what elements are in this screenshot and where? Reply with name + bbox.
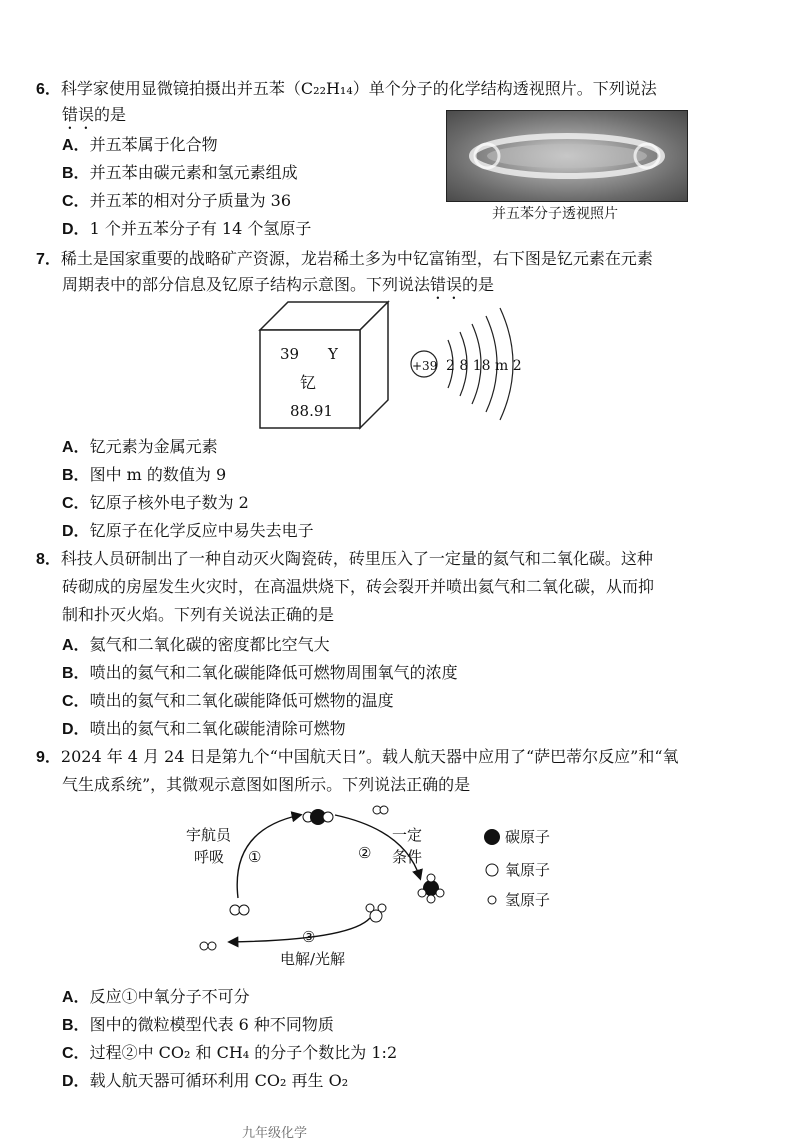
q6-stem-line1: 6．科学家使用显微镜拍摄出并五苯（C₂₂H₁₄）单个分子的化学结构透视照片。下列说法 [36, 79, 657, 98]
q8-stem-line2: 砖砌成的房屋发生火灾时，在高温烘烧下，砖会裂开并喷出氦气和二氧化碳，从而抑 [62, 577, 655, 596]
q8-option-a[interactable]: A．氦气和二氧化碳的密度都比空气大 [62, 635, 330, 654]
q6-option-a[interactable]: A．并五苯属于化合物 [62, 135, 218, 154]
q7-option-b[interactable]: B．图中 m 的数值为 9 [62, 465, 227, 484]
q6-option-c[interactable]: C．并五苯的相对分子质量为 36 [62, 191, 292, 210]
legend-oxygen: 氧原子 [505, 861, 551, 879]
q7-stem-line1: 7．稀土是国家重要的战略矿产资源，龙岩稀土多为中钇富铕型，右下图是钇元素在元素 [36, 249, 653, 268]
q9-stem-line1: 9．2024 年 4 月 24 日是第九个“中国航天日”。载人航天器中应用了“萨巴蒂尔反应”和“氧 [36, 747, 679, 766]
atom-shells: 2 8 18 m 2 [446, 358, 522, 374]
label-breath: 呼吸 [194, 848, 225, 866]
element-name: 钇 [300, 373, 317, 392]
q9-option-a[interactable]: A．反应①中氧分子不可分 [62, 987, 250, 1006]
q8-option-c[interactable]: C．喷出的氦气和二氧化碳能降低可燃物的温度 [62, 691, 394, 710]
q8-option-d[interactable]: D．喷出的氦气和二氧化碳能清除可燃物 [62, 719, 346, 738]
q9-stem-line2: 气生成系统”，其微观示意图如图所示。下列说法正确的是 [62, 775, 471, 794]
atom-nucleus: +39 [412, 359, 438, 373]
page-footer: 九年级化学 [242, 1126, 308, 1141]
q9-option-c[interactable]: C．过程②中 CO₂ 和 CH₄ 的分子个数比为 1:2 [62, 1043, 398, 1062]
q6-stem-line2: 错误的是 [62, 105, 127, 124]
co2-molecule [303, 809, 333, 825]
ch4-molecule [418, 874, 444, 903]
h2-molecule-top [373, 806, 388, 814]
o2-molecule-left [230, 905, 249, 915]
label-electrolysis: 电解/光解 [280, 950, 346, 968]
q7-option-d[interactable]: D．钇原子在化学反应中易失去电子 [62, 521, 314, 540]
legend-hydrogen-icon [488, 896, 496, 904]
element-number: 39 [280, 345, 300, 363]
step-3: ③ [302, 928, 316, 946]
legend-oxygen-icon [486, 864, 498, 876]
q6-option-d[interactable]: D．1 个并五苯分子有 14 个氢原子 [62, 219, 312, 238]
o2-molecule-bottom [200, 942, 216, 950]
label-astronaut: 宇航员 [186, 826, 232, 844]
step-1: ① [248, 848, 262, 866]
q6-number: 6． [36, 81, 61, 98]
q9-option-d[interactable]: D．载人航天器可循环利用 CO₂ 再生 O₂ [62, 1071, 349, 1090]
photo-caption: 并五苯分子透视照片 [492, 206, 618, 222]
q6-option-b[interactable]: B．并五苯由碳元素和氢元素组成 [62, 163, 298, 182]
q7-option-c[interactable]: C．钇原子核外电子数为 2 [62, 493, 249, 512]
condition-1: 一定 [392, 826, 423, 844]
legend-hydrogen: 氢原子 [505, 891, 551, 909]
q9-option-b[interactable]: B．图中的微粒模型代表 6 种不同物质 [62, 1015, 334, 1034]
element-symbol: Y [328, 345, 338, 363]
q8-option-b[interactable]: B．喷出的氦气和二氧化碳能降低可燃物周围氧气的浓度 [62, 663, 458, 682]
pentacene-photo [446, 110, 688, 202]
q8-stem-line3: 制和扑灭火焰。下列有关说法正确的是 [62, 605, 335, 624]
condition-2: 条件 [392, 848, 423, 866]
q8-stem-line1: 8．科技人员研制出了一种自动灭火陶瓷砖，砖里压入了一定量的氦气和二氧化碳。这种 [36, 549, 653, 568]
legend-carbon-icon [484, 829, 500, 845]
element-mass: 88.91 [290, 402, 333, 420]
q7-option-a[interactable]: A．钇元素为金属元素 [62, 437, 218, 456]
legend-carbon: 碳原子 [505, 828, 551, 846]
step-2: ② [358, 844, 372, 862]
q7-stem-line2: 周期表中的部分信息及钇原子结构示意图。下列说法错误的是 [62, 275, 495, 294]
